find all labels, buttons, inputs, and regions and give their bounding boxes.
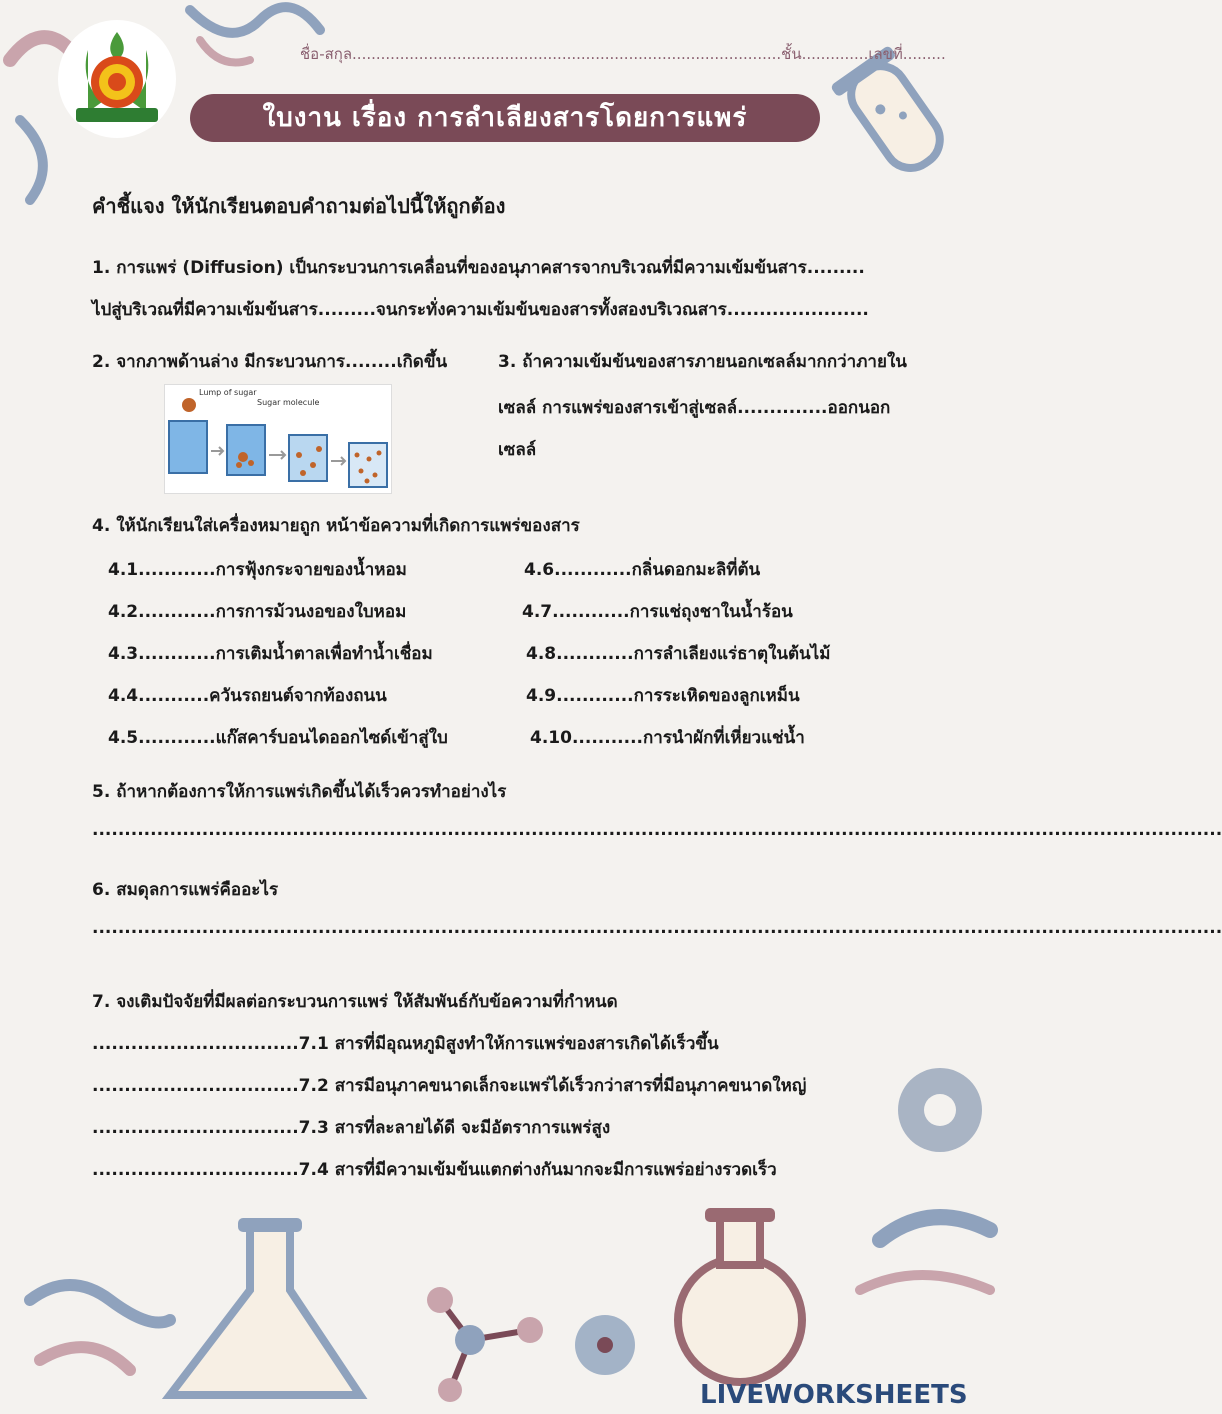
- q3-line2: เซลล์ การแพร่ของสารเข้าสู่เซลล์..............ออกนอก: [498, 398, 891, 418]
- q4-left-item: 4.2............การการม้วนงอของใบหอม: [108, 602, 407, 622]
- q4-right-item: 4.9............การระเหิดของลูกเหม็น: [526, 686, 800, 706]
- q7-item: ................................7.3 สารที่ละลายได้ดี จะมีอัตราการแพร่สูง: [92, 1118, 611, 1138]
- q4-left-item: 4.5............แก๊สคาร์บอนไดออกไซด์เข้าสู่ใบ: [108, 728, 448, 748]
- q3-line1: 3. ถ้าความเข้มข้นของสารภายนอกเซลล์มากกว่าภายใน: [498, 352, 907, 372]
- q7-item: ................................7.2 สารมีอนุภาคขนาดเล็กจะแพร่ได้เร็วกว่าสารที่มีอนุภาคขนาดใหญ่: [92, 1076, 807, 1096]
- q5-text: 5. ถ้าหากต้องการให้การแพร่เกิดขึ้นได้เร็วควรทำอย่างไร: [92, 782, 507, 802]
- q4-left-item: 4.4...........ควันรถยนต์จากท้องถนน: [108, 686, 387, 706]
- flask-icon: [170, 1218, 360, 1395]
- q6-answer-line[interactable]: ...............................................................................................................................................................................: [92, 918, 1222, 938]
- q4-right-item: 4.7............การแช่ถุงชาในน้ำร้อน: [522, 602, 793, 622]
- student-info-line: ชื่อ-สกุล..........................................................................................ชั้น..............เลขที่.........: [300, 45, 946, 63]
- q4-right-item: 4.6............กลิ่นดอกมะลิที่ต้น: [524, 560, 761, 580]
- q4-right-item: 4.10...........การนำผักที่เหี่ยวแช่น้ำ: [530, 728, 805, 748]
- gear-icon: [898, 1068, 982, 1152]
- q6-text: 6. สมดุลการแพร่คืออะไร: [92, 880, 279, 900]
- q7-item: ................................7.4 สารที่มีความเข้มข้นแตกต่างกันมากจะมีการแพร่อย่างรวดเร็ว: [92, 1160, 777, 1180]
- worksheet-title: ใบงาน เรื่อง การลำเลียงสารโดยการแพร่: [190, 94, 820, 142]
- liveworksheets-logo[interactable]: LIVEWORKSHEETS: [700, 1380, 968, 1410]
- q7-item: ................................7.1 สารที่มีอุณหภูมิสูงทำให้การแพร่ของสารเกิดได้เร็วขึ้น: [92, 1034, 719, 1054]
- q7-text: 7. จงเติมปัจจัยที่มีผลต่อกระบวนการแพร่ ให้สัมพันธ์กับข้อความที่กำหนด: [92, 992, 618, 1012]
- instruction-text: คำชี้แจง ให้นักเรียนตอบคำถามต่อไปนี้ให้ถูกต้อง: [92, 194, 506, 218]
- round-flask-icon: [678, 1208, 802, 1382]
- q4-left-item: 4.1............การฟุ้งกระจายของน้ำหอม: [108, 560, 407, 580]
- q4-left-item: 4.3............การเติมน้ำตาลเพื่อทำน้ำเชื่อม: [108, 644, 433, 664]
- q3-line3: เซลล์: [498, 440, 537, 460]
- q1-line2: ไปสู่บริเวณที่มีความเข้มข้นสาร.........จนกระทั่งความเข้มข้นของสารทั้งสองบริเวณสาร......................: [92, 300, 869, 320]
- q4-text: 4. ให้นักเรียนใส่เครื่องหมายถูก หน้าข้อความที่เกิดการแพร่ของสาร: [92, 516, 580, 536]
- q4-right-item: 4.8............การลำเลียงแร่ธาตุในต้นไม้: [526, 644, 831, 664]
- molecule-icon: [427, 1287, 543, 1402]
- diffusion-figure: [164, 384, 392, 494]
- school-logo: [58, 20, 176, 138]
- figure-label-lump: Lump of sugar: [199, 388, 257, 397]
- q5-answer-line[interactable]: ...............................................................................................................................................................................: [92, 820, 1222, 840]
- q1-line1: 1. การแพร่ (Diffusion) เป็นกระบวนการเคลื่อนที่ของอนุภาคสารจากบริเวณที่มีความเข้มข้นสาร.........: [92, 258, 865, 278]
- figure-label-molecule: Sugar molecule: [257, 398, 320, 407]
- q2-text: 2. จากภาพด้านล่าง มีกระบวนการ........เกิดขึ้น: [92, 352, 448, 372]
